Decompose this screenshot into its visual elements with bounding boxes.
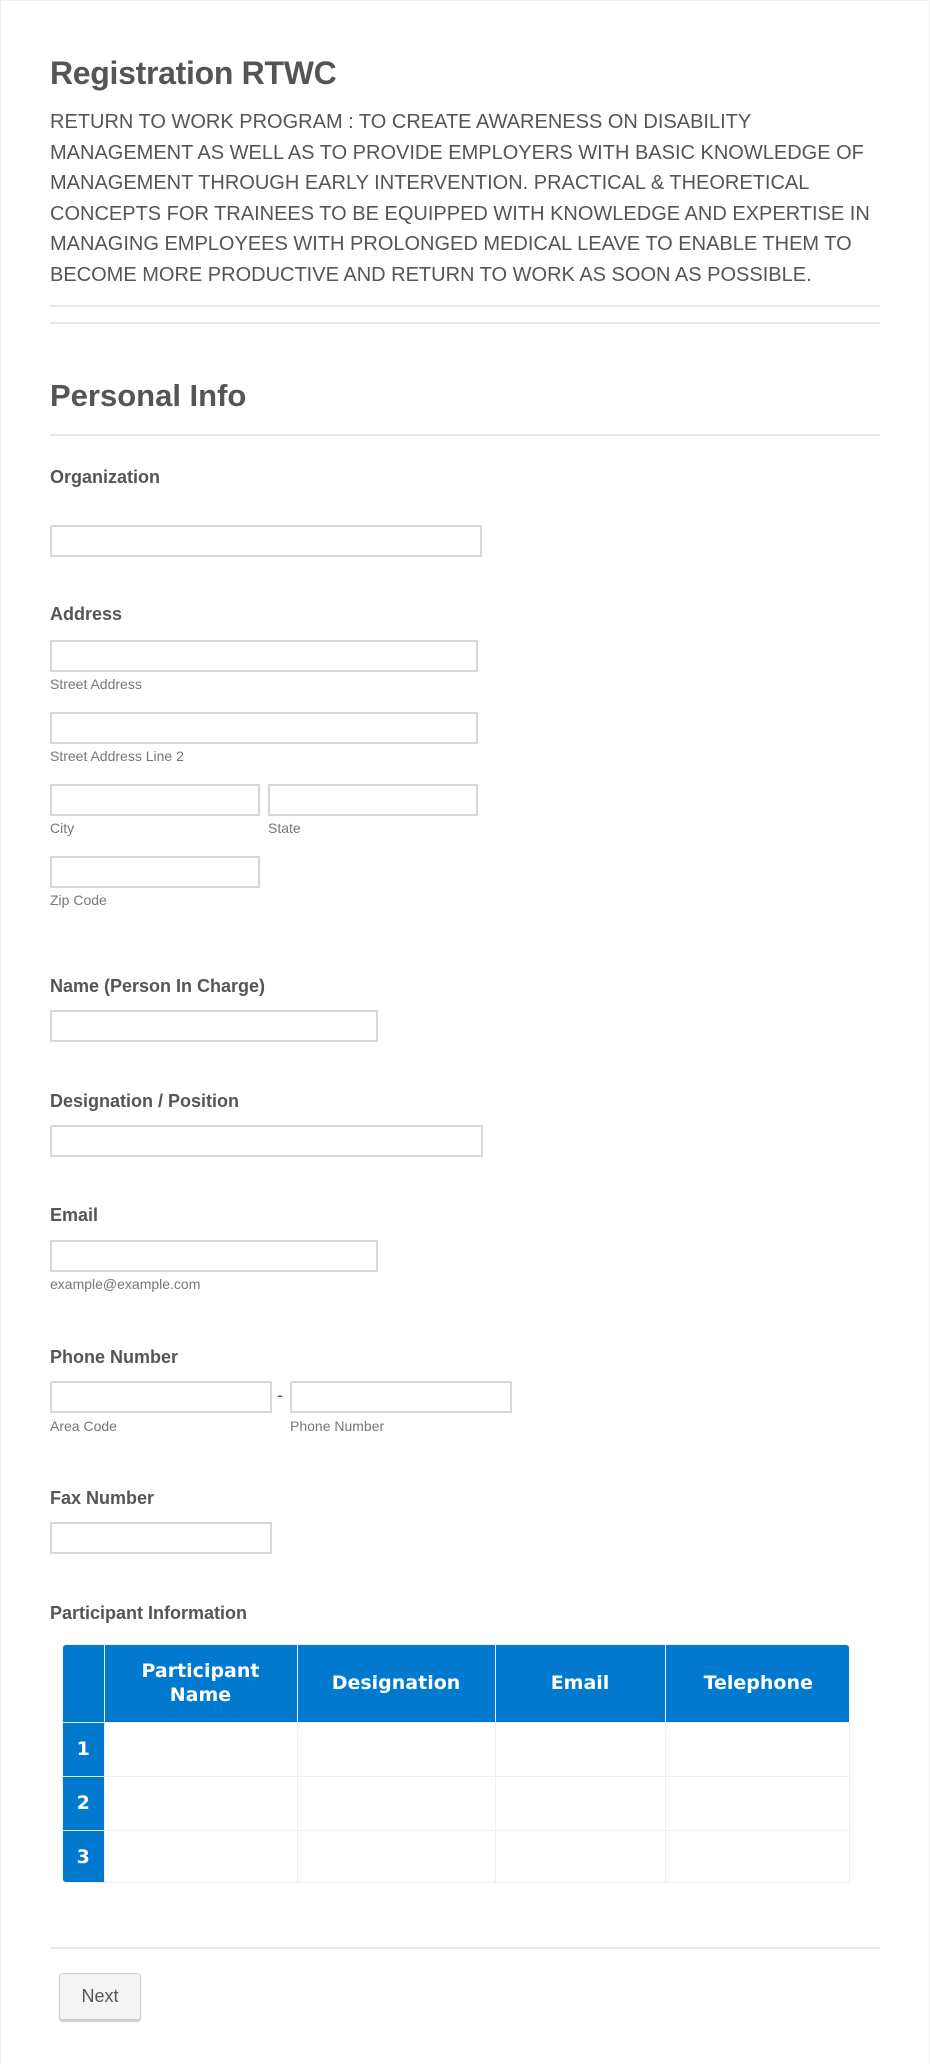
phone-number-input[interactable] <box>290 1381 512 1413</box>
participant-name-cell[interactable] <box>104 1776 297 1830</box>
fax-label: Fax Number <box>50 1488 155 1508</box>
form-title: Registration RTWC <box>50 55 337 91</box>
street-address-sublabel: Street Address <box>50 676 142 692</box>
state-input[interactable] <box>268 784 478 816</box>
divider <box>50 305 880 307</box>
state-sublabel: State <box>268 820 301 836</box>
email-cell[interactable] <box>495 1776 665 1830</box>
address-label: Address <box>50 604 123 624</box>
telephone-cell[interactable] <box>665 1830 850 1883</box>
zip-code-input[interactable] <box>50 856 260 888</box>
telephone-cell-input[interactable] <box>666 1777 851 1830</box>
participant-name-input[interactable] <box>105 1723 297 1776</box>
column-header-email: Email <box>495 1645 665 1722</box>
city-input[interactable] <box>50 784 260 816</box>
section-title: Personal Info <box>50 378 247 413</box>
designation-cell-input[interactable] <box>298 1831 495 1884</box>
designation-cell-input[interactable] <box>298 1723 495 1776</box>
participant-table <box>62 1644 850 1883</box>
divider <box>50 322 880 324</box>
designation-cell-input[interactable] <box>298 1777 495 1830</box>
street-address-input[interactable] <box>50 640 478 672</box>
table-row <box>63 1722 850 1776</box>
telephone-cell-input[interactable] <box>666 1723 851 1776</box>
name-label: Name (Person In Charge) <box>50 976 266 996</box>
designation-label: Designation / Position <box>50 1091 240 1111</box>
email-cell-input[interactable] <box>496 1723 665 1776</box>
email-cell[interactable] <box>495 1722 665 1776</box>
table-row <box>63 1830 850 1883</box>
form-description: RETURN TO WORK PROGRAM : TO CREATE AWARENESS ON DISABILITY MANAGEMENT AS WELL AS TO PROVIDE EMPLOYERS WITH BASIC KNOWLEDGE OF MANAGEMENT THROUGH EARLY INTERVENTION. PRACTICAL & THEORETICAL CONCEPTS FOR TRAINEES TO BE EQUIPPED WITH KNOWLEDGE AND EXPERTISE IN MANAGING EMPLOYEES WITH PROLONGED MEDICAL LEAVE TO ENABLE THEM TO BECOME MORE PRODUCTIVE AND RETURN TO WORK AS SOON AS POSSIBLE. <box>50 111 870 286</box>
column-header-participant-name: Participant Name <box>104 1645 297 1722</box>
area-code-sublabel: Area Code <box>50 1418 117 1434</box>
telephone-cell[interactable] <box>665 1722 850 1776</box>
city-sublabel: City <box>50 820 75 836</box>
table-row <box>63 1776 850 1830</box>
row-number: 2 <box>63 1776 104 1830</box>
participant-info-label: Participant Information <box>50 1603 248 1623</box>
street-address-line2-sublabel: Street Address Line 2 <box>50 748 184 764</box>
email-sublabel: example@example.com <box>50 1276 201 1292</box>
name-input[interactable] <box>50 1010 378 1042</box>
column-header-designation: Designation <box>297 1645 495 1722</box>
phone-number-sublabel: Phone Number <box>290 1418 385 1434</box>
email-label: Email <box>50 1205 99 1225</box>
next-button[interactable]: Next <box>59 1973 141 2020</box>
column-header-telephone: Telephone <box>665 1645 850 1722</box>
designation-cell[interactable] <box>297 1722 495 1776</box>
email-cell-input[interactable] <box>496 1831 665 1884</box>
phone-separator: - <box>277 1385 283 1405</box>
area-code-input[interactable] <box>50 1381 272 1413</box>
email-cell-input[interactable] <box>496 1777 665 1830</box>
designation-cell[interactable] <box>297 1830 495 1883</box>
fax-input[interactable] <box>50 1522 272 1554</box>
email-input[interactable] <box>50 1240 378 1272</box>
organization-input[interactable] <box>50 525 482 557</box>
divider <box>50 1947 880 1949</box>
telephone-cell[interactable] <box>665 1776 850 1830</box>
designation-input[interactable] <box>50 1125 483 1157</box>
phone-label: Phone Number <box>50 1347 179 1367</box>
email-cell[interactable] <box>495 1830 665 1883</box>
telephone-cell-input[interactable] <box>666 1831 851 1884</box>
row-number: 3 <box>63 1830 104 1883</box>
zip-code-sublabel: Zip Code <box>50 892 107 908</box>
row-number: 1 <box>63 1722 104 1776</box>
divider <box>50 434 880 436</box>
participant-name-input[interactable] <box>105 1777 297 1830</box>
table-header-row <box>63 1645 850 1722</box>
designation-cell[interactable] <box>297 1776 495 1830</box>
row-number-header <box>63 1645 104 1722</box>
participant-name-input[interactable] <box>105 1831 297 1884</box>
participant-name-cell[interactable] <box>104 1722 297 1776</box>
street-address-line2-input[interactable] <box>50 712 478 744</box>
participant-name-cell[interactable] <box>104 1830 297 1883</box>
organization-label: Organization <box>50 467 161 487</box>
